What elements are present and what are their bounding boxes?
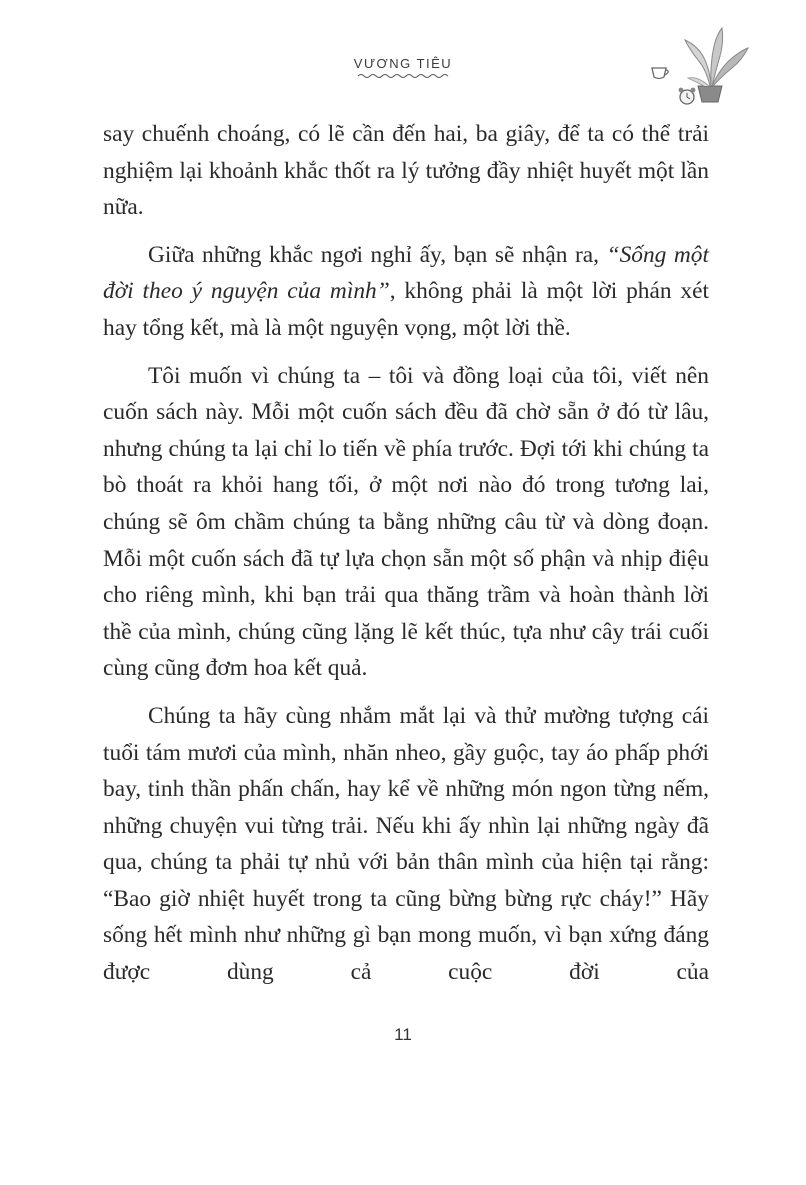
teacup-icon bbox=[652, 68, 668, 79]
paragraph-1: say chuếnh choáng, có lẽ cần đến hai, ba giây, để ta có thể trải nghiệm lại khoảnh khắc thốt ra lý tưởng đầy nhiệt huyết một lần nữa. bbox=[103, 121, 709, 221]
page-number: 11 bbox=[394, 1025, 412, 1044]
plant-decoration bbox=[640, 24, 750, 114]
alarm-clock-icon bbox=[679, 88, 696, 104]
wavy-underline bbox=[357, 73, 449, 79]
paragraph-2 bbox=[103, 237, 709, 347]
paragraph-2-lead: Giữa những khắc ngơi nghỉ ấy, bạn sẽ nhận ra, bbox=[148, 241, 607, 268]
body-text bbox=[103, 116, 709, 991]
paragraph-2-tail: , không phải là một lời phán xét hay tổng kết, mà là một nguyện vọng, một lời thề. bbox=[103, 278, 709, 341]
running-title: VƯƠNG TIÊU bbox=[353, 56, 453, 71]
quoted-phrase: “Sống một đời theo ý nguyện của mình” bbox=[103, 241, 709, 305]
paragraph-3: Tôi muốn vì chúng ta – tôi và đồng loại của tôi, viết nên cuốn sách này. Mỗi một cuốn sách đều đã chờ sẵn ở đó từ lâu, nhưng chúng ta lại chỉ lo tiến về phía trước. Đợi tới khi chúng ta bò thoát ra khỏi hang tối, ở một nơi nào đó trong tương lai, chúng sẽ ôm chầm chúng ta bằng những câu từ và dòng đoạn. Mỗi một cuốn sách đã tự lựa chọn sẵn một số phận và nhịp điệu cho riêng mình, khi bạn trải qua thăng trầm và hoàn thành lời thề của mình, chúng cũng lặng lẽ kết thúc, tựa như cây trái cuối cùng cũng đơm hoa kết quả. bbox=[103, 362, 709, 682]
paragraph-4: Chúng ta hãy cùng nhắm mắt lại và thử mường tượng cái tuổi tám mươi của mình, nhăn nheo, gầy guộc, tay áo phấp phới bay, tinh thần phấn chấn, hay kể về những món ngon từng nếm, những chuyện vui từng trải. Nếu khi ấy nhìn lại những ngày đã qua, chúng ta phải tự nhủ với bản thân mình của hiện tại rằng: “Bao giờ nhiệt huyết trong ta cũng bừng bừng rực cháy!” Hãy sống hết mình như những gì bạn mong muốn, vì bạn xứng đáng được dùng cả cuộc đời của bbox=[103, 702, 709, 986]
